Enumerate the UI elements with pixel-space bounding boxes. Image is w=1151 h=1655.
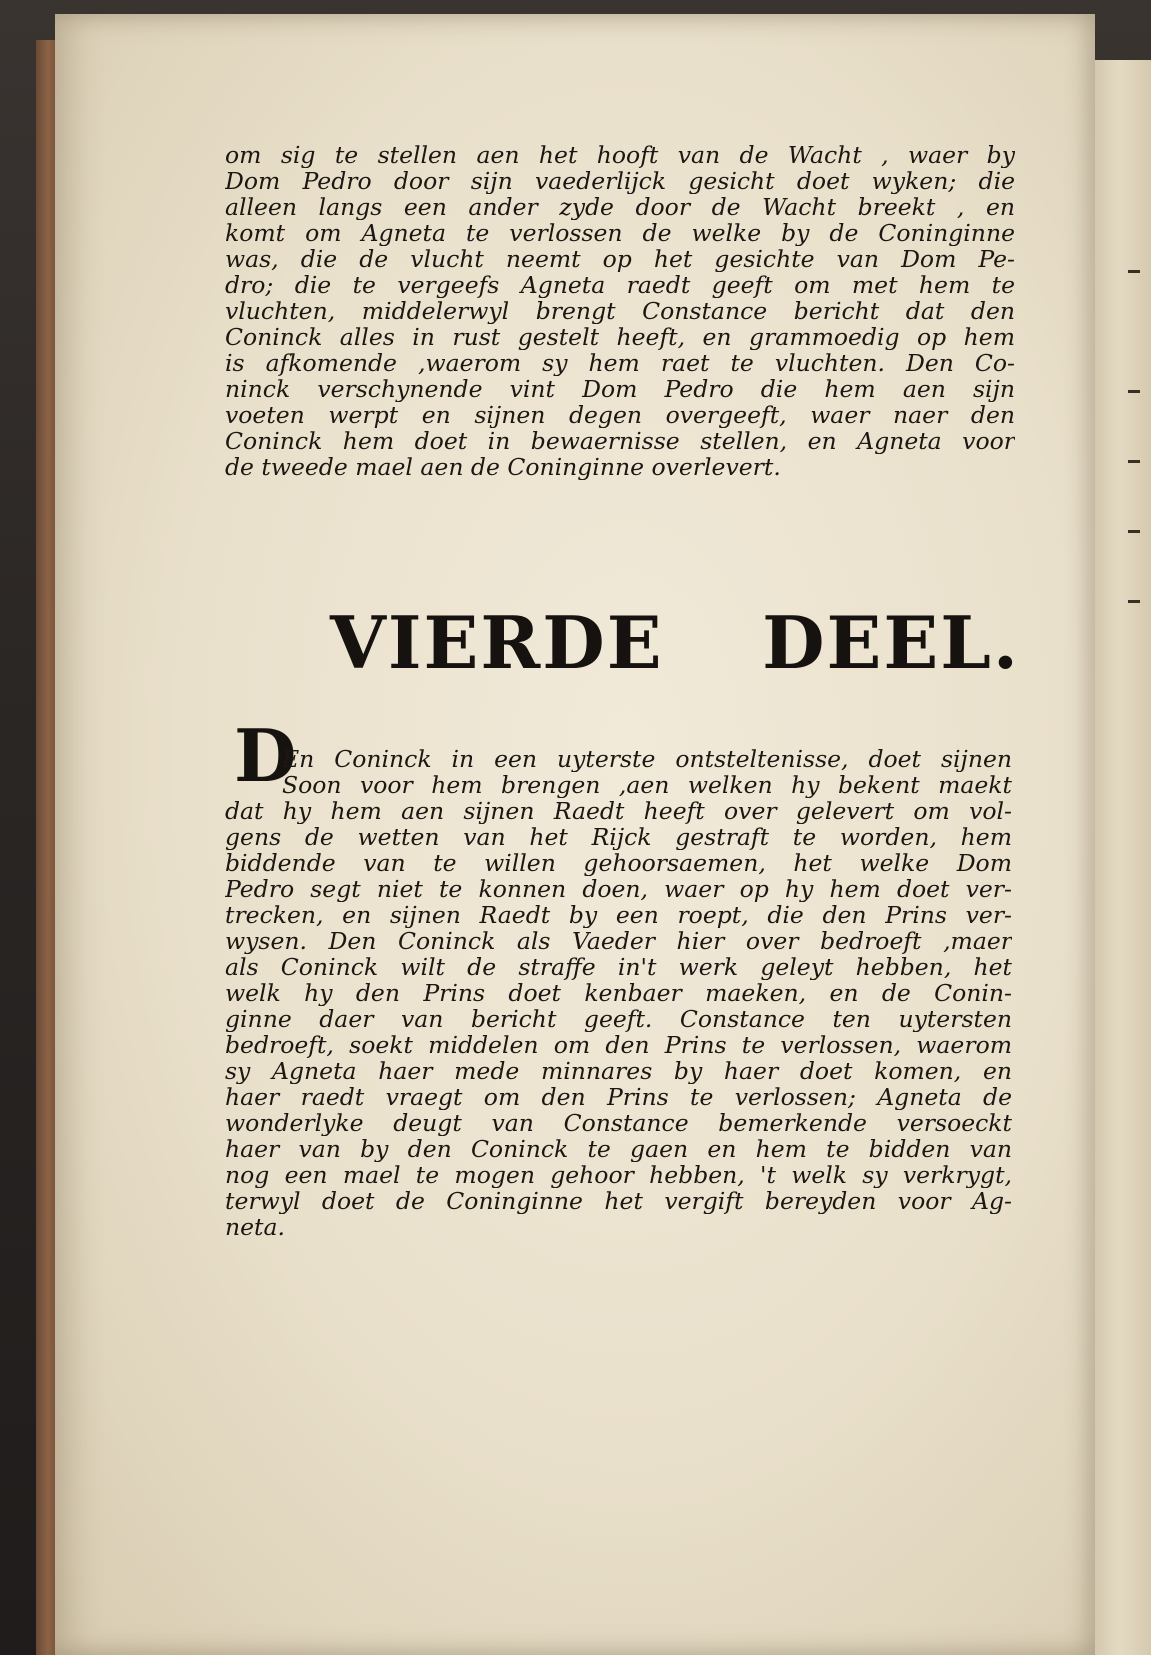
text-line: neta. — [225, 1214, 285, 1240]
text-line: Pedro segt niet te konnen doen, waer op hy hem doet ver- — [225, 876, 1012, 902]
text-line: komt om Agneta te verlossen de welke by de Coninginne — [225, 220, 1015, 246]
facing-page-mark — [1128, 390, 1140, 393]
top-paragraph — [225, 142, 1015, 480]
section-heading: VIERDE DEEL. — [330, 600, 1020, 685]
text-line: dro; die te vergeefs Agneta raedt geeft om met hem te — [225, 272, 1015, 298]
text-line: dat hy hem aen sijnen Raedt heeft over gelevert om vol- — [225, 798, 1012, 824]
facing-page-edge — [1088, 60, 1151, 1655]
text-line: haer raedt vraegt om den Prins te verlossen; Agneta de — [225, 1084, 1012, 1110]
text-line: voeten werpt en sijnen degen overgeeft, waer naer den — [225, 402, 1015, 428]
text-line: gens de wetten van het Rijck gestraft te worden, hem — [225, 824, 1012, 850]
facing-page-mark — [1128, 600, 1140, 603]
text-line: alleen langs een ander zyde door de Wacht breekt , en — [225, 194, 1015, 220]
text-line: is afkomende ,waerom sy hem raet te vluchten. Den Co- — [225, 350, 1015, 376]
text-line: sy Agneta haer mede minnares by haer doet komen, en — [225, 1058, 1012, 1084]
text-line: haer van by den Coninck te gaen en hem te bidden van — [225, 1136, 1012, 1162]
text-line: terwyl doet de Coninginne het vergift bereyden voor Ag- — [225, 1188, 1012, 1214]
text-line: ninck verschynende vint Dom Pedro die hem aen sijn — [225, 376, 1015, 402]
text-line: trecken, en sijnen Raedt by een roept, die den Prins ver- — [225, 902, 1012, 928]
text-line: wonderlyke deugt van Constance bemerkende versoeckt — [225, 1110, 1012, 1136]
text-line: Coninck alles in rust gestelt heeft, en grammoedig op hem — [225, 324, 1015, 350]
text-line: welk hy den Prins doet kenbaer maeken, en de Conin- — [225, 980, 1012, 1006]
text-line: ginne daer van bericht geeft. Constance ten uytersten — [225, 1006, 1012, 1032]
text-line: nog een mael te mogen gehoor hebben, 't welk sy verkrygt, — [225, 1162, 1012, 1188]
text-line: als Coninck wilt de straffe in't werk geleyt hebben, het — [225, 954, 1012, 980]
text-line: bedroeft, soekt middelen om den Prins te verlossen, waerom — [225, 1032, 1012, 1058]
facing-page-mark — [1128, 460, 1140, 463]
text-line: biddende van te willen gehoorsaemen, het welke Dom — [225, 850, 1012, 876]
facing-page-mark — [1128, 530, 1140, 533]
text-line: de tweede mael aen de Coninginne overlevert. — [225, 454, 781, 480]
text-line: was, die de vlucht neemt op het gesichte van Dom Pe- — [225, 246, 1015, 272]
text-line: Dom Pedro door sijn vaederlijck gesicht doet wyken; die — [225, 168, 1015, 194]
drop-cap: D — [234, 713, 297, 798]
text-line: En Coninck in een uyterste ontsteltenisse, doet sijnen — [282, 746, 1012, 772]
text-line: wysen. Den Coninck als Vaeder hier over bedroeft ,maer — [225, 928, 1012, 954]
facing-page-mark — [1128, 270, 1140, 273]
text-line: Coninck hem doet in bewaernisse stellen, en Agneta voor — [225, 428, 1015, 454]
text-line: vluchten, middelerwyl brengt Constance bericht dat den — [225, 298, 1015, 324]
body-paragraph — [225, 746, 1012, 1240]
text-line: Soon voor hem brengen ,aen welken hy bekent maekt — [282, 772, 1012, 798]
text-line: om sig te stellen aen het hooft van de Wacht , waer by — [225, 142, 1015, 168]
